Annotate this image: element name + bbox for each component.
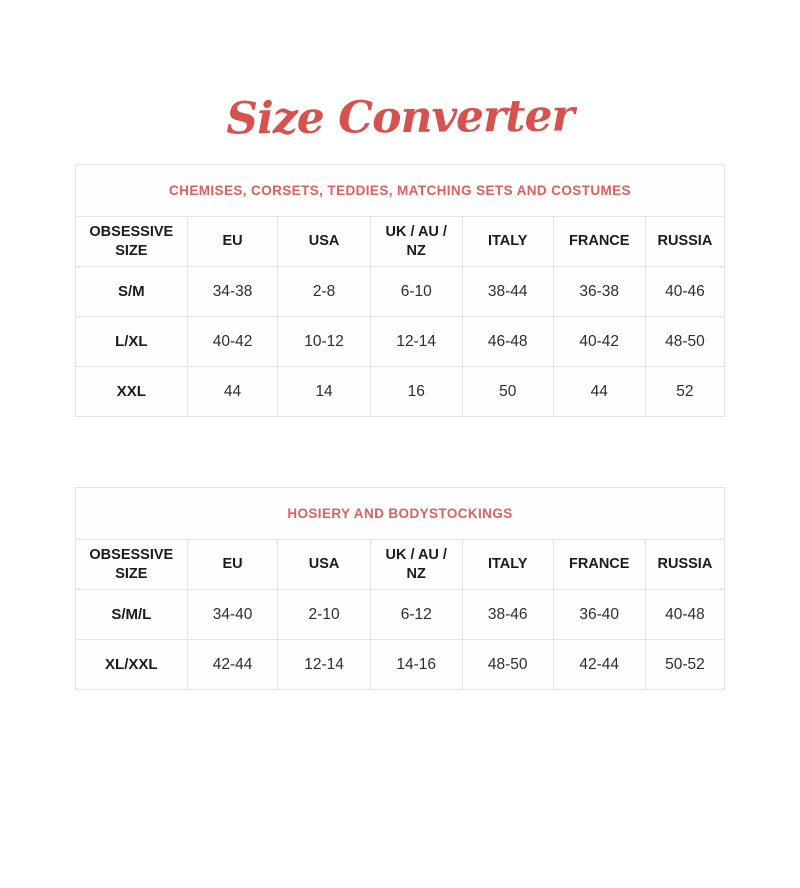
table-row [76, 640, 725, 690]
col-header-eu: EU [187, 217, 278, 267]
hosiery-size-table [75, 487, 725, 690]
size-value-usa: 12-14 [278, 640, 370, 690]
col-header-italy: ITALY [462, 217, 553, 267]
size-value-usa: 14 [278, 367, 370, 417]
col-header-france: FRANCE [553, 217, 645, 267]
table-row [76, 317, 725, 367]
size-value-russia: 48-50 [645, 317, 724, 367]
table-row [76, 590, 725, 640]
size-value-uk-au-nz: 16 [370, 367, 462, 417]
size-value-france: 40-42 [553, 317, 645, 367]
table-row [76, 367, 725, 417]
size-value-italy: 46-48 [462, 317, 553, 367]
col-header-uk-au-nz: UK / AU / NZ [370, 540, 462, 590]
size-value-russia: 40-46 [645, 267, 724, 317]
size-value-eu: 34-38 [187, 267, 278, 317]
table-caption: CHEMISES, CORSETS, TEDDIES, MATCHING SETS AND COSTUMES [76, 165, 725, 217]
page-title: Size Converter [226, 90, 574, 145]
table-header-row [76, 217, 725, 267]
col-header-italy: ITALY [462, 540, 553, 590]
size-value-italy: 48-50 [462, 640, 553, 690]
size-label: XL/XXL [76, 640, 188, 690]
col-header-obsessive-size: OBSESSIVE SIZE [76, 540, 188, 590]
size-value-uk-au-nz: 6-12 [370, 590, 462, 640]
table-row [76, 267, 725, 317]
size-value-usa: 2-8 [278, 267, 370, 317]
table-header-row [76, 540, 725, 590]
size-value-italy: 50 [462, 367, 553, 417]
size-value-eu: 44 [187, 367, 278, 417]
size-value-france: 44 [553, 367, 645, 417]
size-value-russia: 52 [645, 367, 724, 417]
size-label: L/XL [76, 317, 188, 367]
size-label: XXL [76, 367, 188, 417]
size-value-russia: 40-48 [645, 590, 724, 640]
col-header-france: FRANCE [553, 540, 645, 590]
table-caption: HOSIERY AND BODYSTOCKINGS [76, 488, 725, 540]
size-value-france: 36-38 [553, 267, 645, 317]
size-value-uk-au-nz: 12-14 [370, 317, 462, 367]
table-caption-row [76, 488, 725, 540]
col-header-russia: RUSSIA [645, 217, 724, 267]
col-header-obsessive-size: OBSESSIVE SIZE [76, 217, 188, 267]
col-header-usa: USA [278, 540, 370, 590]
size-converter-page [0, 88, 800, 888]
size-value-uk-au-nz: 14-16 [370, 640, 462, 690]
col-header-eu: EU [187, 540, 278, 590]
chemises-size-table [75, 164, 725, 417]
size-value-eu: 34-40 [187, 590, 278, 640]
size-value-uk-au-nz: 6-10 [370, 267, 462, 317]
col-header-usa: USA [278, 217, 370, 267]
size-value-eu: 42-44 [187, 640, 278, 690]
size-value-italy: 38-44 [462, 267, 553, 317]
col-header-uk-au-nz: UK / AU / NZ [370, 217, 462, 267]
size-value-italy: 38-46 [462, 590, 553, 640]
size-value-eu: 40-42 [187, 317, 278, 367]
table-caption-row [76, 165, 725, 217]
size-value-usa: 10-12 [278, 317, 370, 367]
size-label: S/M [76, 267, 188, 317]
size-label: S/M/L [76, 590, 188, 640]
size-value-france: 36-40 [553, 590, 645, 640]
size-value-usa: 2-10 [278, 590, 370, 640]
col-header-russia: RUSSIA [645, 540, 724, 590]
size-value-france: 42-44 [553, 640, 645, 690]
size-value-russia: 50-52 [645, 640, 724, 690]
